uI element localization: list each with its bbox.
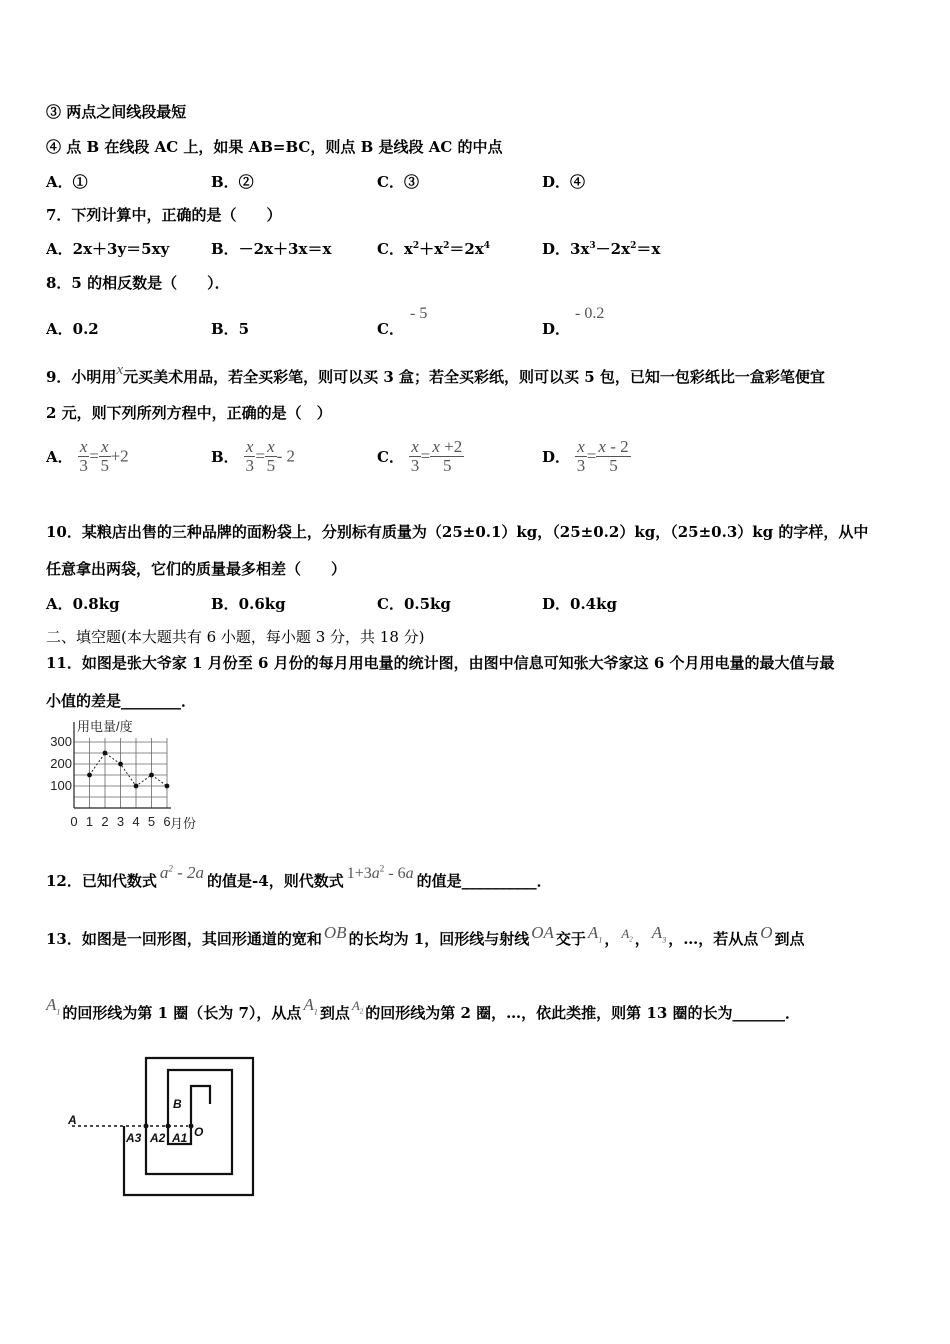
q9-variable-x: x: [116, 362, 124, 378]
statement-3: ③ 两点之间线段最短: [46, 103, 187, 121]
y-tick-label: 300: [50, 734, 72, 749]
data-point: [149, 773, 154, 778]
data-point: [134, 784, 139, 789]
q6-option-d: D．④: [542, 173, 586, 191]
statement-4: ④ 点 B 在线段 AC 上，如果 AB=BC，则点 B 是线段 AC 的中点: [46, 138, 503, 156]
q9-option-b: B． $\frac{x}{3}$ = $\frac{x}{5}$ - 2: [211, 437, 296, 475]
label-a3: A3: [126, 1131, 142, 1145]
q6-option-c: C．③: [377, 173, 419, 191]
q13-line-1: 13．如图是一回形图，其回形通道的宽和 OB 的长均为 1，回形线与射线 OA 交于 $A_1$ ， $A_2$ ， $A_3$ ，…，若从点 O 到点: [46, 923, 805, 948]
x-axis-label: 月份: [170, 816, 197, 831]
data-point: [103, 751, 108, 756]
q10-line-1: 10．某粮店出售的三种品牌的面粉袋上，分别标有质量为（25±0.1）kg，（25±0.2）kg，（25±0.3）kg 的字样，从中: [46, 523, 869, 541]
x-tick-label: 6: [163, 814, 171, 829]
q10-option-a: A．0.8kg: [46, 595, 120, 613]
q9-option-a: A． $\frac{x}{3}$ = $\frac{x}{5}$ +2: [46, 437, 129, 475]
label-a: A: [68, 1113, 77, 1127]
q7-stem: 7．下列计算中，正确的是（ ）: [46, 206, 282, 224]
q10-option-c: C．0.5kg: [377, 595, 451, 613]
q7-option-c: C．$x^2+x^2=2x^4$: [377, 240, 491, 258]
x-tick-label: 5: [147, 814, 156, 829]
label-a1: A1: [172, 1131, 188, 1145]
q10-option-b: B．0.6kg: [211, 595, 286, 613]
q8-option-c: C．: [377, 320, 404, 338]
q13-line-2: $A_1$ 的回形线为第 1 圈（长为 7），从点 $A_1$ 到点 $A_2$ 的回形线为第 2 圈，…，依此类推，则第 13 圈的长为_______．: [46, 995, 800, 1022]
q11-line-2: 小值的差是________．: [46, 692, 197, 710]
point-a2: [166, 1124, 171, 1129]
q6-option-b: B．②: [211, 173, 254, 191]
x-tick-label: 4: [132, 814, 140, 829]
q9-option-c: C． $\frac{x}{3}$ = $\frac{x +2}{5}$: [377, 437, 463, 475]
q8-option-a: A．0.2: [46, 320, 99, 338]
q7-option-a: A．2x＋3y＝5xy: [46, 240, 170, 258]
q12-line: 12．已知代数式 $a^2 - 2a$ 的值是-4，则代数式 $1+3a^2 - 6a$ 的值是__________．: [46, 863, 552, 890]
y-tick-label: 200: [50, 756, 72, 771]
section-2-heading: 二、填空题(本大题共有 6 小题，每小题 3 分，共 18 分): [46, 628, 425, 646]
label-b: B: [173, 1097, 182, 1111]
y-axis-label: 用电量/度: [77, 719, 133, 734]
q8-option-d: D．: [542, 320, 571, 338]
q11-chart: [40, 714, 220, 838]
q7-d-label: D．: [542, 240, 571, 258]
x-tick-label: 0: [70, 814, 78, 829]
q8-option-b: B．5: [211, 320, 250, 338]
spiral-line: [124, 1058, 253, 1195]
q9-line-1: 9．小明用x元买美术用品，若全买彩笔，则可以买 3 盒；若全买彩纸，则可以买 5 包，已知一包彩纸比一盒彩笔便宜: [46, 362, 825, 386]
q11-line-1: 11．如图是张大爷家 1 月份至 6 月份的每月用电量的统计图，由图中信息可知张大爷家这 6 个月用电量的最大值与最: [46, 654, 835, 672]
point-a3: [144, 1124, 149, 1129]
q12-expr-2: $1+3a^2 - 6a$: [346, 863, 414, 882]
x-tick-label: 1: [85, 814, 94, 829]
q9-line-2: 2 元，则下列所列方程中，正确的是（ ）: [46, 404, 332, 422]
q9-option-d: D． $\frac{x}{3}$ = $\frac{x - 2}{5}$: [542, 437, 629, 475]
q7-option-d: D．$3x^3-2x^2=x$: [542, 240, 661, 258]
series-line: [90, 753, 168, 786]
point-a1: [189, 1124, 194, 1129]
q7-option-b: B．－2x＋3x＝x: [211, 240, 332, 258]
q13-figure: [60, 1052, 260, 1202]
data-point: [165, 784, 170, 789]
q8-d-value: - 0.2: [575, 305, 605, 322]
q10-line-2: 任意拿出两袋，它们的质量最多相差（ ）: [46, 560, 347, 578]
data-point: [87, 773, 92, 778]
x-tick-label: 2: [101, 814, 109, 829]
label-o: O: [194, 1125, 204, 1139]
y-tick-label: 100: [50, 778, 72, 793]
q12-expr-1: $a^2 - 2a$: [159, 863, 205, 882]
q7-c-label: C．: [377, 240, 404, 258]
label-a2: A2: [150, 1131, 166, 1145]
q6-option-a: A．①: [46, 173, 88, 191]
q8-c-value: - 5: [410, 305, 428, 322]
q8-stem: 8．5 的相反数是（ ）．: [46, 274, 230, 292]
data-point: [118, 762, 123, 767]
q10-option-d: D．0.4kg: [542, 595, 617, 613]
x-tick-label: 3: [116, 814, 125, 829]
